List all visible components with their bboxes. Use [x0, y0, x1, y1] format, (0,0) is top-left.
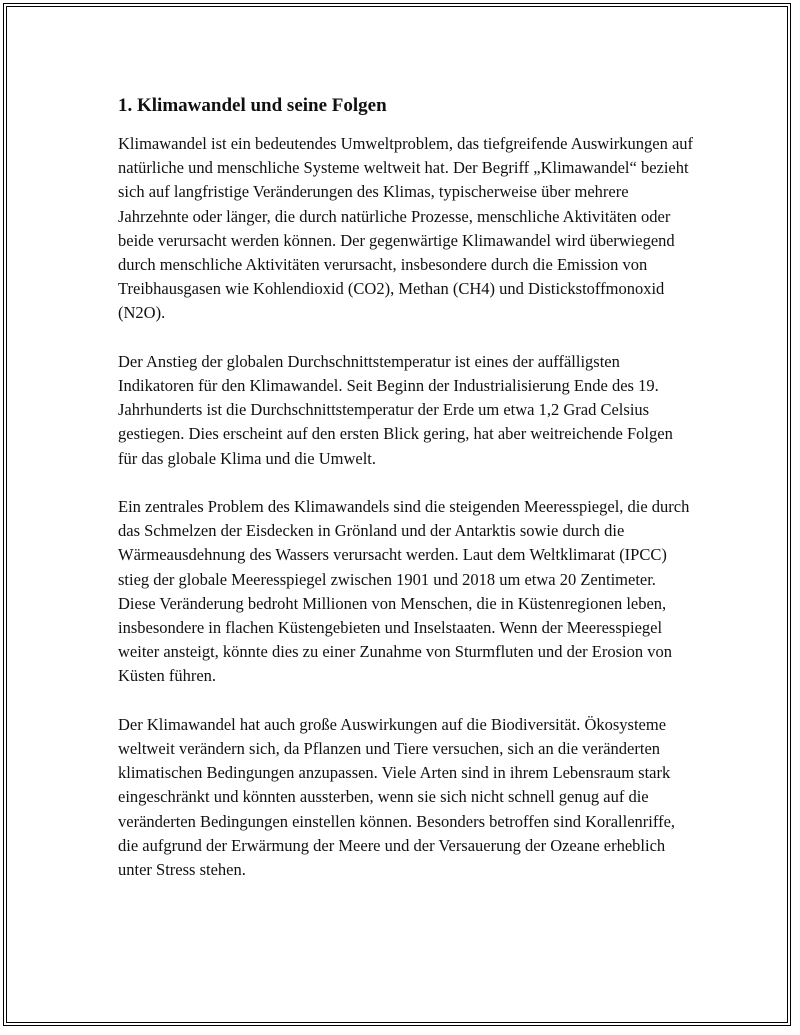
paragraph-intro: Klimawandel ist ein bedeutendes Umweltproblem, das tiefgreifende Auswirkungen auf natürliche und menschliche Systeme weltweit hat. Der Begriff „Klimawandel“ bezieht sich auf langfristige Veränderungen des Klimas, typischerweise über mehrere Jahrzehnte oder länger, die durch natürliche Prozesse, menschliche Aktivitäten oder beide verursacht werden können. Der gegenwärtige Klimawandel wird überwiegend durch menschliche Aktivitäten verursacht, insbesondere durch die Emission von Treibhausgasen wie Kohlendioxid (CO2), Methan (CH4) und Distickstoffmonoxid (N2O). [118, 134, 694, 323]
paragraph-biodiversity: Der Klimawandel hat auch große Auswirkungen auf die Biodiversität. Ökosysteme weltweit verändern sich, da Pflanzen und Tiere versuchen, sich an die veränderten klimatischen Bedingungen anzupassen. Viele Arten sind in ihrem Lebensraum stark eingeschränkt und könnten aussterben, wenn sie sich nicht schnell genug auf die veränderten Bedingungen einstellen können. Besonders betroffen sind Korallenriffe, die aufgrund der Erwärmung der Meere und der Versauerung der Ozeane erheblich unter Stress stehen. [118, 714, 676, 880]
document-body [118, 92, 696, 906]
section-heading: 1. Klimawandel und seine Folgen [118, 95, 387, 116]
paragraph-sea-level: Ein zentrales Problem des Klimawandels sind die steigenden Meeresspiegel, die durch das Schmelzen der Eisdecken in Grönland und der Antarktis sowie durch die Wärmeausdehnung des Wassers verursacht werden. Laut dem Weltklimarat (IPCC) stieg der globale Meeresspiegel zwischen 1901 und 2018 um etwa 20 Zentimeter. Diese Veränderung bedroht Millionen von Menschen, die in Küstenregionen leben, insbesondere in flachen Küstengebieten und Inselstaaten. Wenn der Meeresspiegel weiter ansteigt, könnte dies zu einer Zunahme von Sturmfluten und der Erosion von Küsten führen. [118, 497, 690, 686]
paragraph-temperature: Der Anstieg der globalen Durchschnittstemperatur ist eines der auffälligsten Indikatoren für den Klimawandel. Seit Beginn der Industrialisierung Ende des 19. Jahrhunderts ist die Durchschnittstemperatur der Erde um etwa 1,2 Grad Celsius gestiegen. Dies erscheint auf den ersten Blick gering, hat aber weitreichende Folgen für das globale Klima und die Umwelt. [118, 351, 673, 468]
